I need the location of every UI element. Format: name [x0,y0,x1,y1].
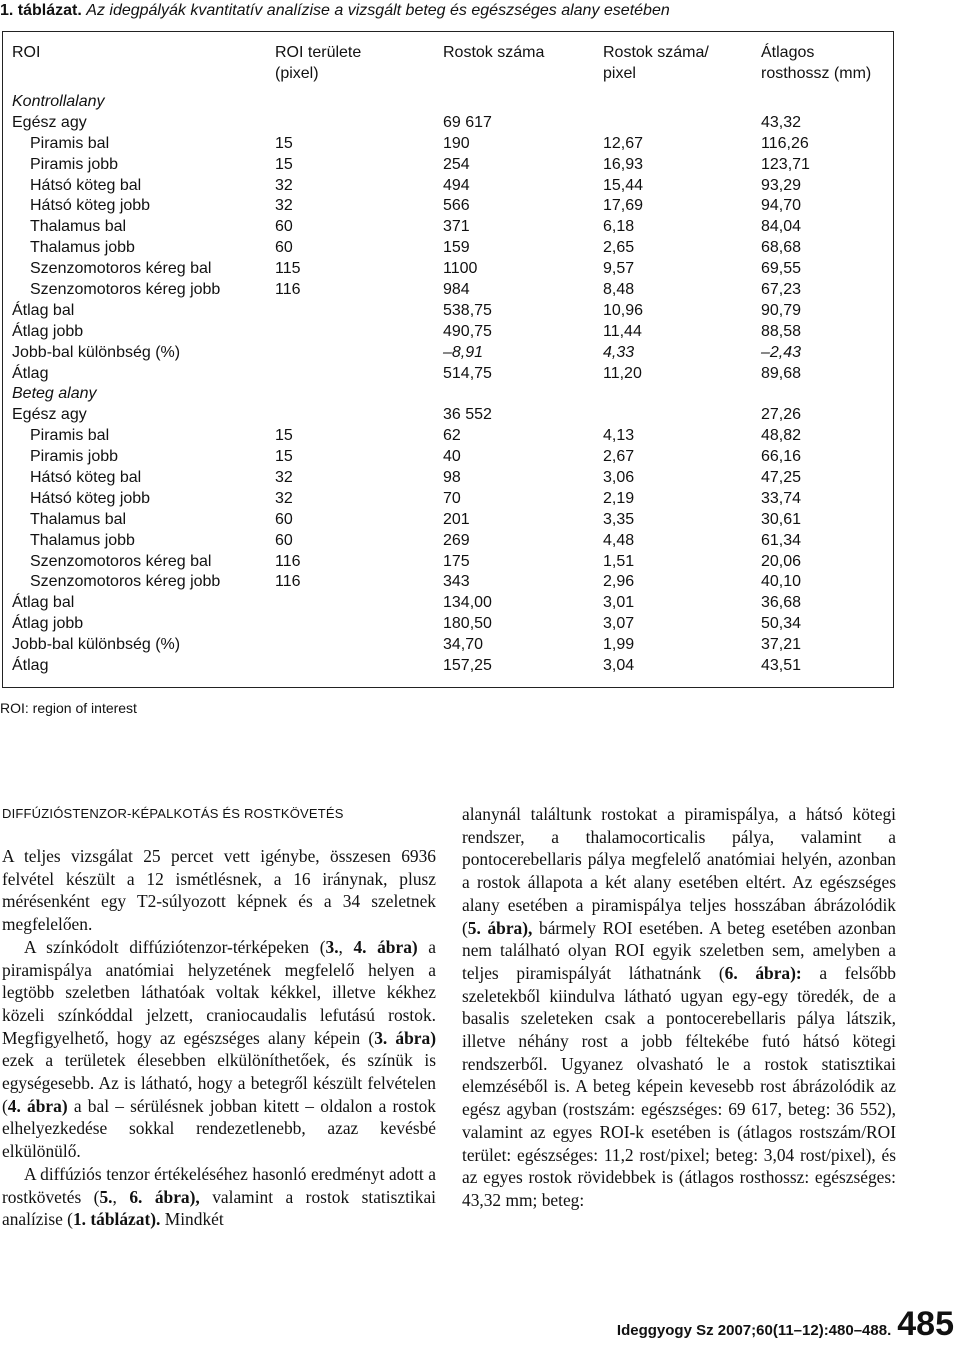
table-cell: –8,91 [443,343,484,361]
header-fiber-count-line1: Rostok száma [443,44,545,61]
table-cell: 60 [275,239,293,257]
table-cell: 66,16 [761,448,802,466]
table-cell: 2,65 [603,239,635,257]
figure-reference: 1. táblázat). [72,1209,161,1230]
table-cell: 60 [275,531,293,549]
figure-reference: 5. [99,1186,113,1207]
paragraph-text: , [338,936,354,957]
table-section-row [3,92,893,113]
table-cell: Átlag [12,364,49,382]
table-cell: 1,51 [603,552,635,570]
table-row [3,531,893,552]
table-cell: 12,67 [603,134,644,152]
table-row [3,426,893,447]
paragraph-text: a bal – sérülésnek jobban kitett – oldalon a rostok elhelyezkedése sokkal rendezetlenebb, azaz kevésbé elkülönülő. [2,1095,436,1162]
table-row [3,593,893,614]
table-cell: 116,26 [761,134,809,152]
table-row [3,196,893,217]
table-cell: 40 [443,448,461,466]
table-cell: Thalamus bal [30,218,127,236]
table-row [3,656,893,677]
body-paragraph [462,803,896,1212]
table-cell: 1,99 [603,636,635,654]
header-fibers-per-pixel-line2: pixel [603,65,636,82]
table-row [3,322,893,343]
table-cell: 4,48 [603,531,635,549]
section-heading: DIFFÚZIÓSTENZOR-KÉPALKOTÁS ÉS ROSTKÖVETÉS [2,806,344,821]
figure-reference: 6. ábra): [724,962,802,983]
paragraph-text: A színkódolt diffúziótenzor-térképeken ( [24,936,326,957]
table-cell: 15 [275,155,293,173]
body-right-column [462,803,896,1212]
table-cell: 84,04 [761,218,802,236]
paragraph-text: alanynál találtunk rostokat a piramispálya, a hátsó kötegi rendszer, a thalamocorticalis pálya, valamint a pontocerebellaris pálya megfelelő anatómiai helyén, azonban a rostok állapota a két alany esetében eltért. Az egészséges alany esetében a piramispálya teljes hosszában ábrázolódik ( [462,804,896,938]
table-cell: Jobb-bal különbség (%) [12,343,181,361]
table-cell: 60 [275,510,293,528]
table-cell: 89,68 [761,364,802,382]
paragraph-text: Mindkét [160,1209,224,1230]
table-cell: 32 [275,197,293,215]
header-fibers-per-pixel [603,42,709,84]
header-mean-fiber-length-line1: Átlagos [761,44,815,61]
table-caption-label: 1. táblázat. [0,2,82,19]
table-footnote: ROI: region of interest [0,700,137,716]
table-cell: 37,21 [761,636,802,654]
table-cell: 36,68 [761,594,802,612]
table-row [3,447,893,468]
table-cell: Átlag bal [12,301,75,319]
table-cell: 40,10 [761,573,802,591]
table-cell: 48,82 [761,427,802,445]
table-row [3,405,893,426]
table-cell: Átlag jobb [12,322,84,340]
table-cell: Átlag [12,657,49,675]
figure-reference: 4. ábra) [353,936,418,957]
table-cell: 4,13 [603,427,635,445]
table-cell: 61,34 [761,531,802,549]
table-cell: 3,01 [603,594,635,612]
table-row [3,489,893,510]
figure-reference: 4. ábra) [7,1095,68,1116]
table-cell: Szenzomotoros kéreg jobb [30,573,221,591]
table-cell: Thalamus bal [30,510,127,528]
table-row [3,364,893,385]
table-cell: Szenzomotoros kéreg bal [30,552,212,570]
table-cell: Kontrollalany [12,93,105,110]
body-paragraph [2,845,436,936]
table-cell: 98 [443,469,461,487]
paragraph-text: a felsőbb szeletekből kiindulva látható ugyan egy-egy töredék, de a basalis szeleteken csak a pontocerebellaris pálya látszik, illetve néhány rost a jobb féltekébe futó hátsó kötegi rendszerből. Ugyanez olvasható le a rostok statisztikai elemzéséből is. A beteg képein kevesebb rost ábrázolódik az egész agyban (rostszám: egészséges: 69 617, beteg: 36 552), valamint az egyes ROI-k esetében is (átlagos rostszám/ROI terület: egészséges: 11,2 rost/pixel; beteg: 3,04 rost/pixel), és az egyes rostok rövidebbek is (átlagos rosthossz: egészséges: 43,32 mm; beteg: [462,962,896,1210]
table-cell: 3,35 [603,510,635,528]
table-row [3,113,893,134]
table-cell: 157,25 [443,657,492,675]
paragraph-text: a piramispálya anatómiai helyzetének megfelelő helyen a legtöbb szeletben láthatóak voltak kékkel, illetve kékhez közeli színkóddal jelzett, craniocaudalis lefutású rostok. Megfigyelhető, hogy az egészséges alany képein ( [2,936,436,1048]
table-cell: Hátsó köteg bal [30,176,142,194]
table-row [3,217,893,238]
table-cell: 9,57 [603,260,635,278]
table-cell: Szenzomotoros kéreg bal [30,260,212,278]
table-cell: 538,75 [443,301,492,319]
paragraph-text: ezek a területek élesebben elkülöníthetőek, és színük is egységesebb. Az is látható, hogy a betegről készült felvételen ( [2,1050,436,1116]
table-cell: Szenzomotoros kéreg jobb [30,281,221,299]
table-cell: 494 [443,176,470,194]
table-cell: 984 [443,281,470,299]
header-roi-area-line1: ROI területe [275,44,362,61]
table-row [3,238,893,259]
table-body [3,92,893,677]
table-cell: 134,00 [443,594,492,612]
table-cell: 32 [275,489,293,507]
table-cell: 20,06 [761,552,802,570]
table-cell: 15 [275,134,293,152]
table-cell: 514,75 [443,364,492,382]
page-footer [617,1305,954,1344]
table-cell: 201 [443,510,470,528]
table-cell: 27,26 [761,406,802,424]
header-fibers-per-pixel-line1: Rostok száma/ [603,44,709,61]
paragraph-text: , [112,1186,130,1207]
table-cell: 116 [275,552,301,570]
table-cell: 68,68 [761,239,802,257]
table-cell: 123,71 [761,155,810,173]
table-cell: 11,20 [603,364,642,382]
header-roi-line1: ROI [12,44,41,61]
header-mean-fiber-length-line2: rosthossz (mm) [761,65,872,82]
table-cell: 15 [275,448,293,466]
body-paragraph [2,936,436,1163]
table-cell: 4,33 [603,343,635,361]
table-cell: 2,19 [603,489,635,507]
table-cell: Átlag jobb [12,615,84,633]
table-row [3,468,893,489]
table-cell: –2,43 [761,343,802,361]
table-cell: Egész agy [12,406,87,424]
table-row [3,510,893,531]
table-cell: 16,93 [603,155,644,173]
table-cell: 15,44 [603,176,644,194]
table-row [3,635,893,656]
table-cell: 36 552 [443,406,492,424]
table-cell: 93,29 [761,176,802,194]
paragraph-text: A teljes vizsgálat 25 percet vett igénybe, összesen 6936 felvétel készült a 12 ismétlésnek, a 16 iránynak, plusz mérésenként egy T2-súlyozott képnek és a 34 szeletnek megfelelően. [2,846,436,935]
figure-reference: 3. [325,936,339,957]
table-cell: 175 [443,552,470,570]
table-cell: Thalamus jobb [30,531,135,549]
table-cell: 34,70 [443,636,484,654]
journal-citation: Ideggyogy Sz 2007;60(11–12):480–488. [616,1322,892,1339]
table-cell: 69 617 [443,113,492,131]
table-cell: 490,75 [443,322,492,340]
figure-reference: 5. ábra), [467,917,533,938]
table-cell: 269 [443,531,470,549]
table-row [3,614,893,635]
table-cell: 94,70 [761,197,802,215]
header-roi-area [275,42,361,84]
table-cell: 3,04 [603,657,635,675]
table-cell: 69,55 [761,260,802,278]
table-cell: 115 [275,260,301,278]
table-cell: 88,58 [761,322,802,340]
body-paragraph [2,1163,436,1231]
table-section-row [3,384,893,405]
table-cell: 43,32 [761,113,802,131]
table-cell: 190 [443,134,470,152]
figure-reference: 3. ábra) [374,1027,436,1048]
table-cell: 1100 [443,260,478,278]
table-row [3,572,893,593]
table-cell: Egész agy [12,113,87,131]
table-cell: 2,67 [603,448,635,466]
table-cell: 116 [275,281,301,299]
table-cell: 116 [275,573,301,591]
table-cell: 43,51 [761,657,802,675]
table-caption-title: Az idegpályák kvantitatív analízise a vizsgált beteg és egészséges alany esetében [86,2,670,19]
table-cell: Beteg alany [12,385,97,403]
table-cell: 159 [443,239,470,257]
table-row [3,301,893,322]
table-cell: Hátsó köteg jobb [30,197,151,215]
paragraph-text: bármely ROI esetében. A beteg esetében azonban nem található olyan ROI egyik szeletben sem, amelyben a teljes piramispályát láthatnánk ( [462,917,896,983]
table-cell: 566 [443,197,470,215]
table-cell: 180,50 [443,615,492,633]
table-cell: 3,06 [603,469,635,487]
table-cell: Hátsó köteg jobb [30,489,151,507]
header-fiber-count [443,42,544,63]
table-cell: 30,61 [761,510,802,528]
body-left-column [2,845,436,1231]
table-cell: 32 [275,176,293,194]
table-cell: 6,18 [603,218,635,236]
table-row [3,343,893,364]
header-roi-area-line2: (pixel) [275,65,319,82]
table-cell: 70 [443,489,461,507]
table-cell: 371 [443,218,470,236]
paragraph-text: A diffúziós tenzor értékeléséhez hasonló eredményt adott a rostkövetés ( [2,1163,436,1207]
table-cell: Piramis jobb [30,448,119,466]
header-roi [12,42,40,63]
table-cell: Piramis jobb [30,155,119,173]
page-number: 485 [897,1305,954,1343]
table-cell: 10,96 [603,301,644,319]
table-cell: 32 [275,469,293,487]
table-cell: Jobb-bal különbség (%) [12,636,181,654]
table-row [3,155,893,176]
table-caption [0,2,670,20]
table-cell: 11,44 [603,322,642,340]
table-cell: Piramis bal [30,134,110,152]
table-cell: 254 [443,155,470,173]
table-row [3,280,893,301]
table-cell: 8,48 [603,281,635,299]
table-cell: 343 [443,573,470,591]
fiber-analysis-table [2,31,894,688]
table-cell: 50,34 [761,615,802,633]
table-cell: 47,25 [761,469,802,487]
header-mean-fiber-length [761,42,871,84]
table-cell: 15 [275,427,293,445]
table-cell: Thalamus jobb [30,239,135,257]
table-cell: Piramis bal [30,427,110,445]
table-row [3,176,893,197]
table-cell: 67,23 [761,281,802,299]
table-row [3,552,893,573]
table-cell: Átlag bal [12,594,75,612]
table-cell: 17,69 [603,197,644,215]
table-cell: 3,07 [603,615,635,633]
paragraph-text: valamint a rostok statisztikai analízise ( [2,1186,436,1230]
table-row [3,134,893,155]
table-cell: Hátsó köteg bal [30,469,142,487]
figure-reference: 6. ábra), [129,1186,200,1207]
table-cell: 90,79 [761,301,802,319]
table-cell: 33,74 [761,489,802,507]
table-cell: 62 [443,427,461,445]
table-cell: 2,96 [603,573,635,591]
table-row [3,259,893,280]
table-cell: 60 [275,218,293,236]
